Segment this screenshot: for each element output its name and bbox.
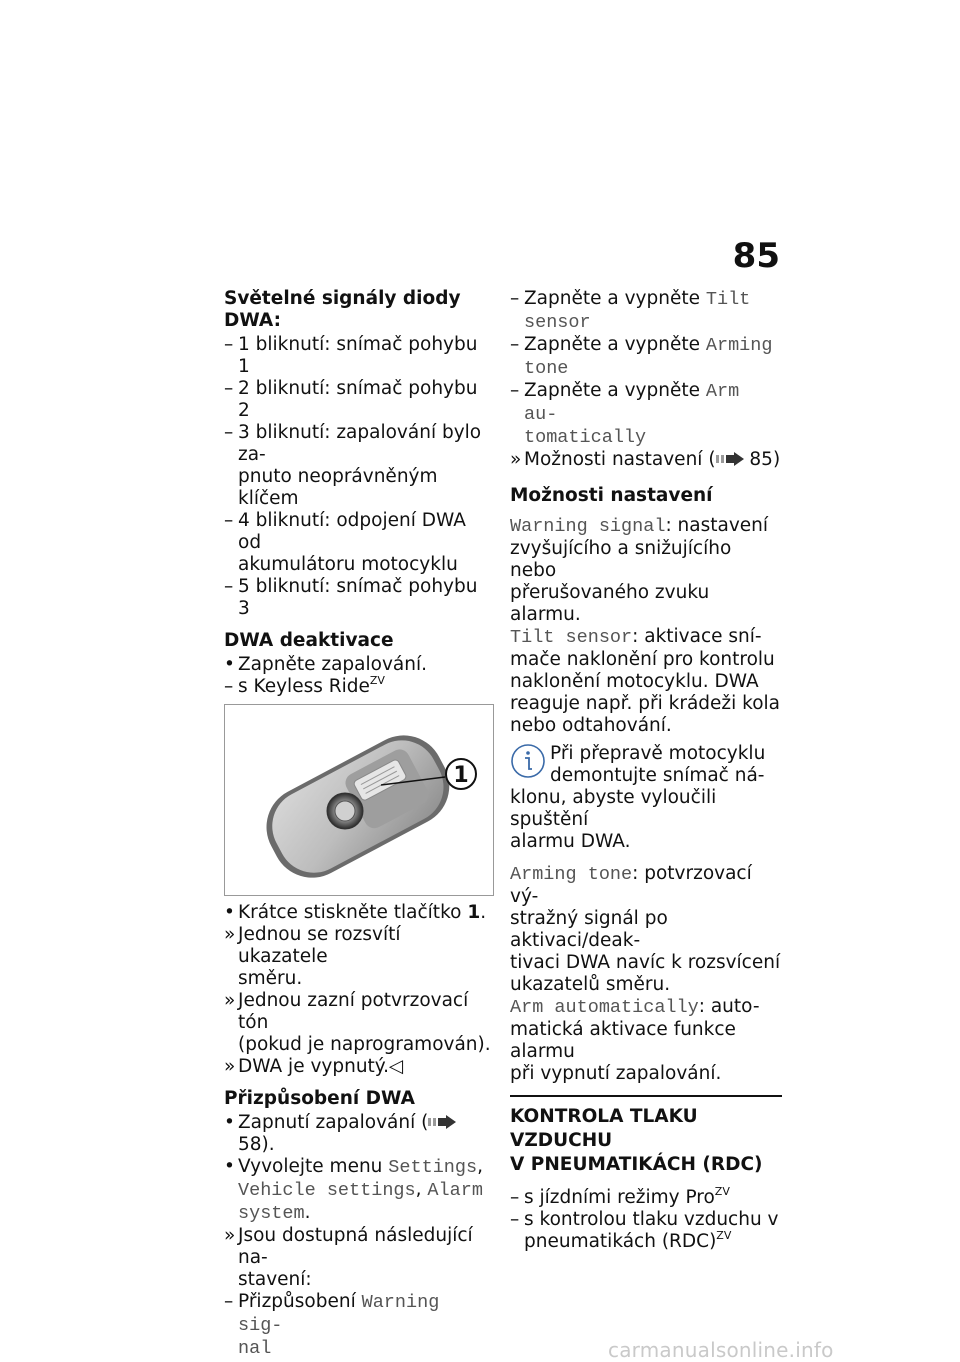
heading-settings-options: Možnosti nastavení — [510, 485, 713, 506]
list-item — [224, 924, 492, 968]
watermark: carmanualsonline.info — [608, 1338, 834, 1362]
end-mark-icon: ◁ — [389, 1056, 404, 1077]
list-marker: – — [224, 378, 234, 399]
list-item: – s kontrolou tlaku vzduchu v pneumatikách (RDC)$^{ZV}$ — [510, 1209, 779, 1252]
list-item: » Jsou dostupná následující na- stavení: — [224, 1225, 473, 1290]
list-item-text: 4 bliknutí: odpojení DWA od — [238, 510, 466, 553]
list-item: – s jízdními režimy Pro$^{ZV}$ — [510, 1185, 730, 1208]
zv-superscript: ZV — [714, 1185, 730, 1198]
list-item — [224, 990, 492, 1034]
callout-number: 1 — [453, 763, 469, 788]
list-item — [224, 422, 492, 466]
list-item-text: akumulátoru motocyklu — [238, 554, 458, 575]
result-list — [224, 924, 492, 1056]
list-item: • Krátce stiskněte tlačítko 1. — [224, 902, 487, 923]
heading-rdc-line2: V PNEUMATIKÁCH (RDC) — [510, 1154, 763, 1175]
option-warning-signal: Warning signal: nastavení zvyšujícího a snižujícího nebo přerušovaného zvuku alarmu. Tilt sensor: aktivace sní- mače naklonění pro kontrolu naklonění motocyklu. DWA reaguje např. při krádeži kola nebo odtahování. — [510, 515, 780, 736]
left-column — [224, 288, 492, 1360]
list-item — [224, 554, 492, 576]
list-item-text: 2 bliknutí: snímač pohybu 2 — [238, 378, 478, 421]
list-marker: – — [224, 334, 234, 355]
list-item: – s Keyless Ride$^{ZV}$ — [224, 674, 385, 697]
list-marker: » — [224, 990, 236, 1011]
list-item: • Zapněte zapalování. — [224, 654, 427, 675]
heading-dwa-signals: Světelné signály diody DWA: — [224, 288, 461, 331]
list-item-text: 5 bliknutí: snímač pohybu 3 — [238, 576, 478, 619]
list-item: » DWA je vypnutý.◁ — [224, 1056, 404, 1077]
list-item-text: (pokud je naprogramován). — [238, 1034, 491, 1055]
list-item-text: 3 bliknutí: zapalování bylo za- — [238, 422, 482, 465]
option-arming-tone: Arming tone: potvrzovací vý- stražný signál po aktivaci/deak- tivaci DWA navíc k rozsvícení ukazatelů směru. Arm automatically: auto- matická aktivace funkce alarmu při vypnutí zapalování. — [510, 863, 781, 1084]
list-item-text: Jednou se rozsvítí ukazatele — [238, 924, 401, 967]
section-divider — [510, 1095, 782, 1097]
list-item-text: směru. — [238, 968, 303, 989]
list-item-text: Jednou zazní potvrzovací tón — [238, 990, 469, 1033]
heading-dwa-deactivation: DWA deaktivace — [224, 630, 394, 651]
list-item: – Zapněte a vypněte Arming tone — [510, 334, 773, 379]
list-item-text: pnuto neoprávněným klíčem — [238, 466, 438, 509]
list-marker: – — [224, 576, 234, 597]
list-item — [224, 466, 492, 510]
signal-list — [224, 334, 492, 620]
list-marker: – — [224, 510, 234, 531]
list-item: • Vyvolejte menu Settings, Vehicle settings, Alarm system. — [224, 1156, 484, 1224]
list-item: – Přizpůsobení Warning sig- nal — [224, 1291, 440, 1359]
right-column — [510, 288, 782, 1253]
list-marker: – — [224, 422, 234, 443]
list-item — [224, 1034, 492, 1056]
list-item — [224, 378, 492, 422]
info-icon — [510, 743, 546, 779]
list-item — [224, 334, 492, 378]
list-item: – Zapněte a vypněte Tilt sensor — [510, 288, 751, 333]
list-item-text: 1 bliknutí: snímač pohybu 1 — [238, 334, 478, 377]
key-fob-figure — [224, 704, 494, 896]
list-item: – Zapněte a vypněte Arm au- tomatically — [510, 380, 740, 448]
page-number: 85 — [732, 236, 780, 276]
info-note: Při přepravě motocyklu demontujte snímač ná- klonu, abyste vyloučili spuštění alarmu DWA. — [510, 743, 766, 852]
page-reference-arrow-icon — [716, 452, 744, 466]
list-item: » Možnosti nastavení ( 85) — [510, 449, 781, 470]
list-marker: » — [224, 924, 236, 945]
list-item — [224, 576, 492, 620]
heading-dwa-customization: Přizpůsobení DWA — [224, 1088, 415, 1109]
zv-superscript: ZV — [369, 674, 385, 687]
list-item — [224, 968, 492, 990]
list-item: • Zapnutí zapalování ( 58). — [224, 1112, 492, 1156]
zv-superscript: ZV — [716, 1229, 732, 1242]
page-reference-arrow-icon — [428, 1115, 456, 1129]
heading-rdc: KONTROLA TLAKU VZDUCHU — [510, 1106, 698, 1151]
key-fob-illustration — [225, 705, 493, 895]
list-item — [224, 510, 492, 554]
